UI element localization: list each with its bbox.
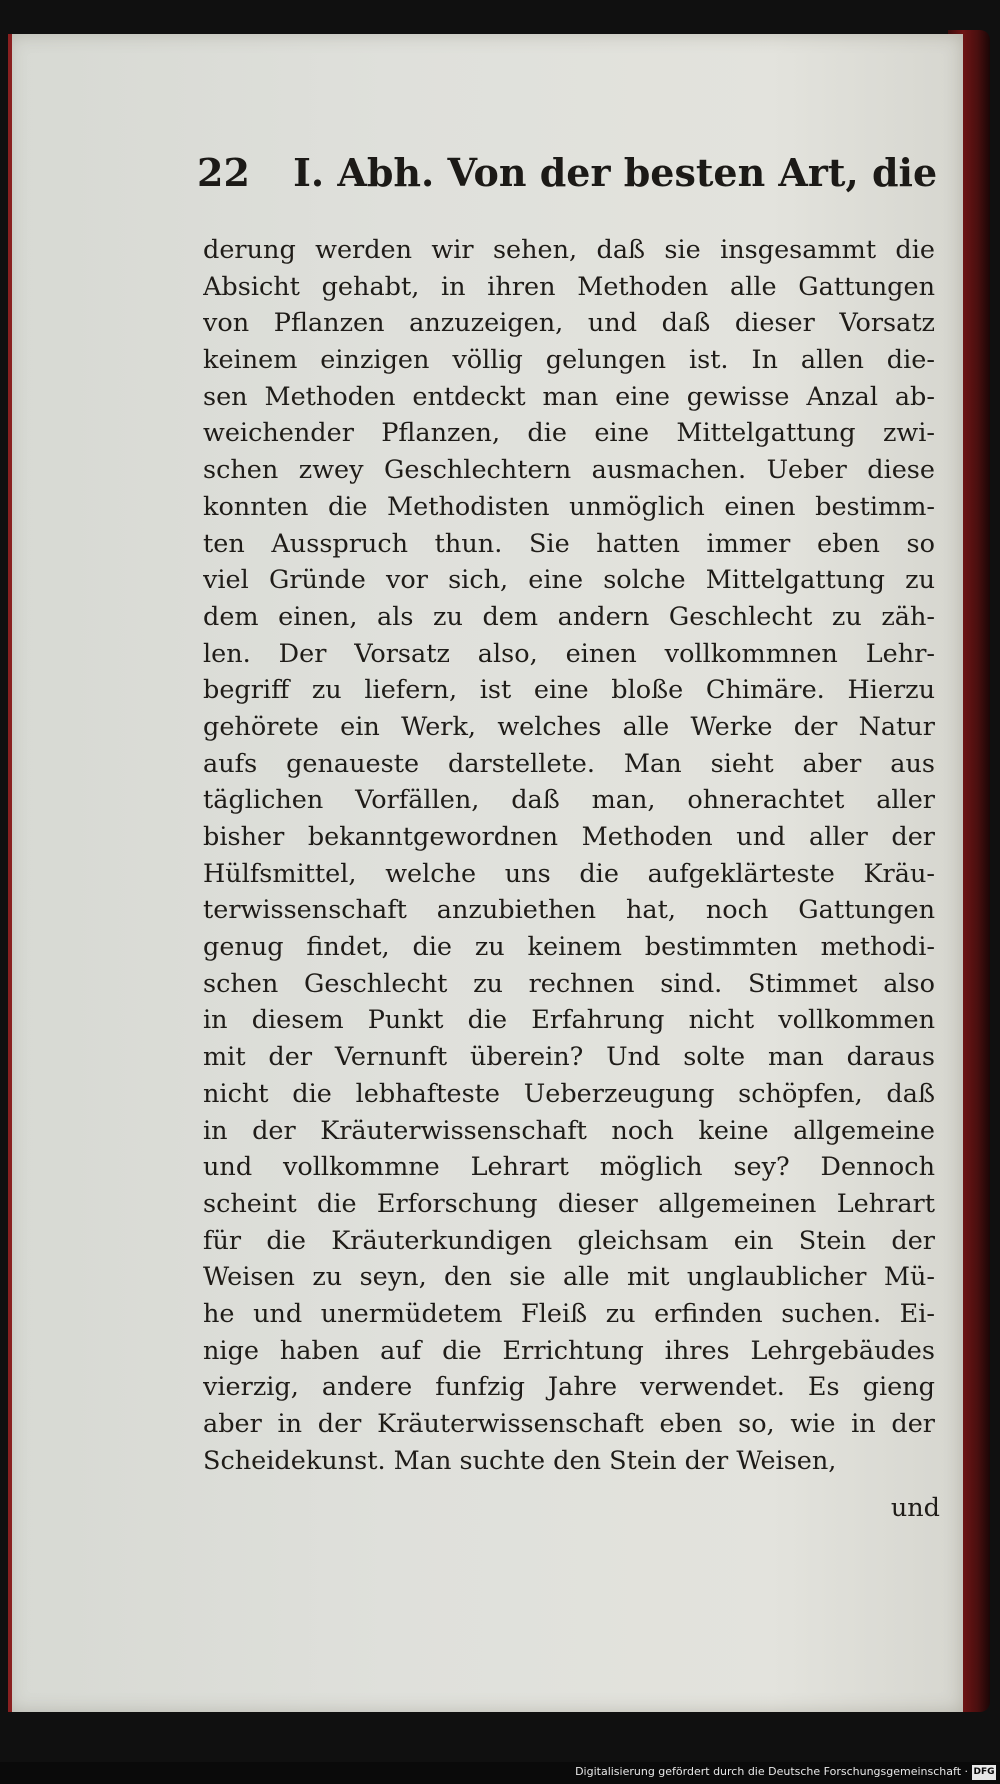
text-line: nicht die lebhafteste Ueberzeugung schöpfen, daß xyxy=(203,1078,935,1109)
text-line: in der Kräuterwissenschaft noch keine allgemeine xyxy=(203,1115,935,1146)
text-line: derung werden wir sehen, daß sie insgesammt die xyxy=(203,235,935,265)
running-head: I. Abh. Von der besten Art, die xyxy=(293,150,938,195)
page-edge xyxy=(8,34,12,1712)
text-line: aufs genaueste darstellete. Man sieht aber aus xyxy=(203,748,935,779)
text-line: begriff zu liefern, ist eine bloße Chimäre. Hierzu xyxy=(203,675,935,706)
text-line: keinem einzigen völlig gelungen ist. In allen die- xyxy=(203,345,935,376)
text-line: sen Methoden entdeckt man eine gewisse Anzal ab- xyxy=(203,381,935,412)
text-line: aber in der Kräuterwissenschaft eben so, wie in der xyxy=(203,1409,935,1439)
body-text xyxy=(203,232,935,1479)
page-header xyxy=(197,150,938,220)
dfg-logo-icon: DFG xyxy=(972,1765,996,1780)
text-line: und vollkommne Lehrart möglich sey? Dennoch xyxy=(203,1152,935,1183)
text-line: täglichen Vorfällen, daß man, ohnerachtet aller xyxy=(203,785,935,816)
text-line: dem einen, als zu dem andern Geschlecht zu zäh- xyxy=(203,601,935,632)
text-line: scheint die Erforschung dieser allgemeinen Lehrart xyxy=(203,1188,935,1219)
text-line: schen zwey Geschlechtern ausmachen. Ueber diese xyxy=(203,455,935,486)
text-line: len. Der Vorsatz also, einen vollkommnen Lehr- xyxy=(203,638,935,669)
text-line: Hülfsmittel, welche uns die aufgeklärteste Kräu- xyxy=(203,858,935,889)
text-line: in diesem Punkt die Erfahrung nicht vollkommen xyxy=(203,1005,935,1036)
text-line: von Pflanzen anzuzeigen, und daß dieser Vorsatz xyxy=(203,308,935,339)
text-line: Scheidekunst. Man suchte den Stein der Weisen, xyxy=(203,1445,837,1476)
text-line: bisher bekanntgewordnen Methoden und aller der xyxy=(203,822,935,852)
text-line: viel Gründe vor sich, eine solche Mittelgattung zu xyxy=(203,565,935,596)
text-line: he und unermüdetem Fleiß zu erfinden suchen. Ei- xyxy=(203,1298,935,1329)
page-number: 22 xyxy=(197,150,250,195)
text-line: weichender Pflanzen, die eine Mittelgattung zwi- xyxy=(203,418,935,449)
text-line: vierzig, andere funfzig Jahre verwendet. Es gieng xyxy=(203,1372,935,1403)
text-line: Weisen zu seyn, den sie alle mit unglaublicher Mü- xyxy=(203,1262,935,1293)
text-line: ten Ausspruch thun. Sie hatten immer eben so xyxy=(203,528,935,559)
text-line: schen Geschlecht zu rechnen sind. Stimmet also xyxy=(203,968,935,999)
text-line: terwissenschaft anzubiethen hat, noch Gattungen xyxy=(203,895,935,926)
digitization-credit: Digitalisierung gefördert durch die Deutsche Forschungsgemeinschaft · xyxy=(575,1765,968,1778)
digitization-credit-bar xyxy=(0,1762,1000,1784)
text-line: genug findet, die zu keinem bestimmten methodi- xyxy=(203,932,935,963)
text-line: konnten die Methodisten unmöglich einen bestimm- xyxy=(203,491,935,522)
text-line: für die Kräuterkundigen gleichsam ein Stein der xyxy=(203,1225,935,1256)
catchword: und xyxy=(890,1493,940,1523)
text-line: nige haben auf die Errichtung ihres Lehrgebäudes xyxy=(203,1335,935,1366)
text-line: mit der Vernunft überein? Und solte man daraus xyxy=(203,1042,935,1073)
text-line: Absicht gehabt, in ihren Methoden alle Gattungen xyxy=(203,271,935,302)
text-line: gehörete ein Werk, welches alle Werke der Natur xyxy=(203,711,935,742)
